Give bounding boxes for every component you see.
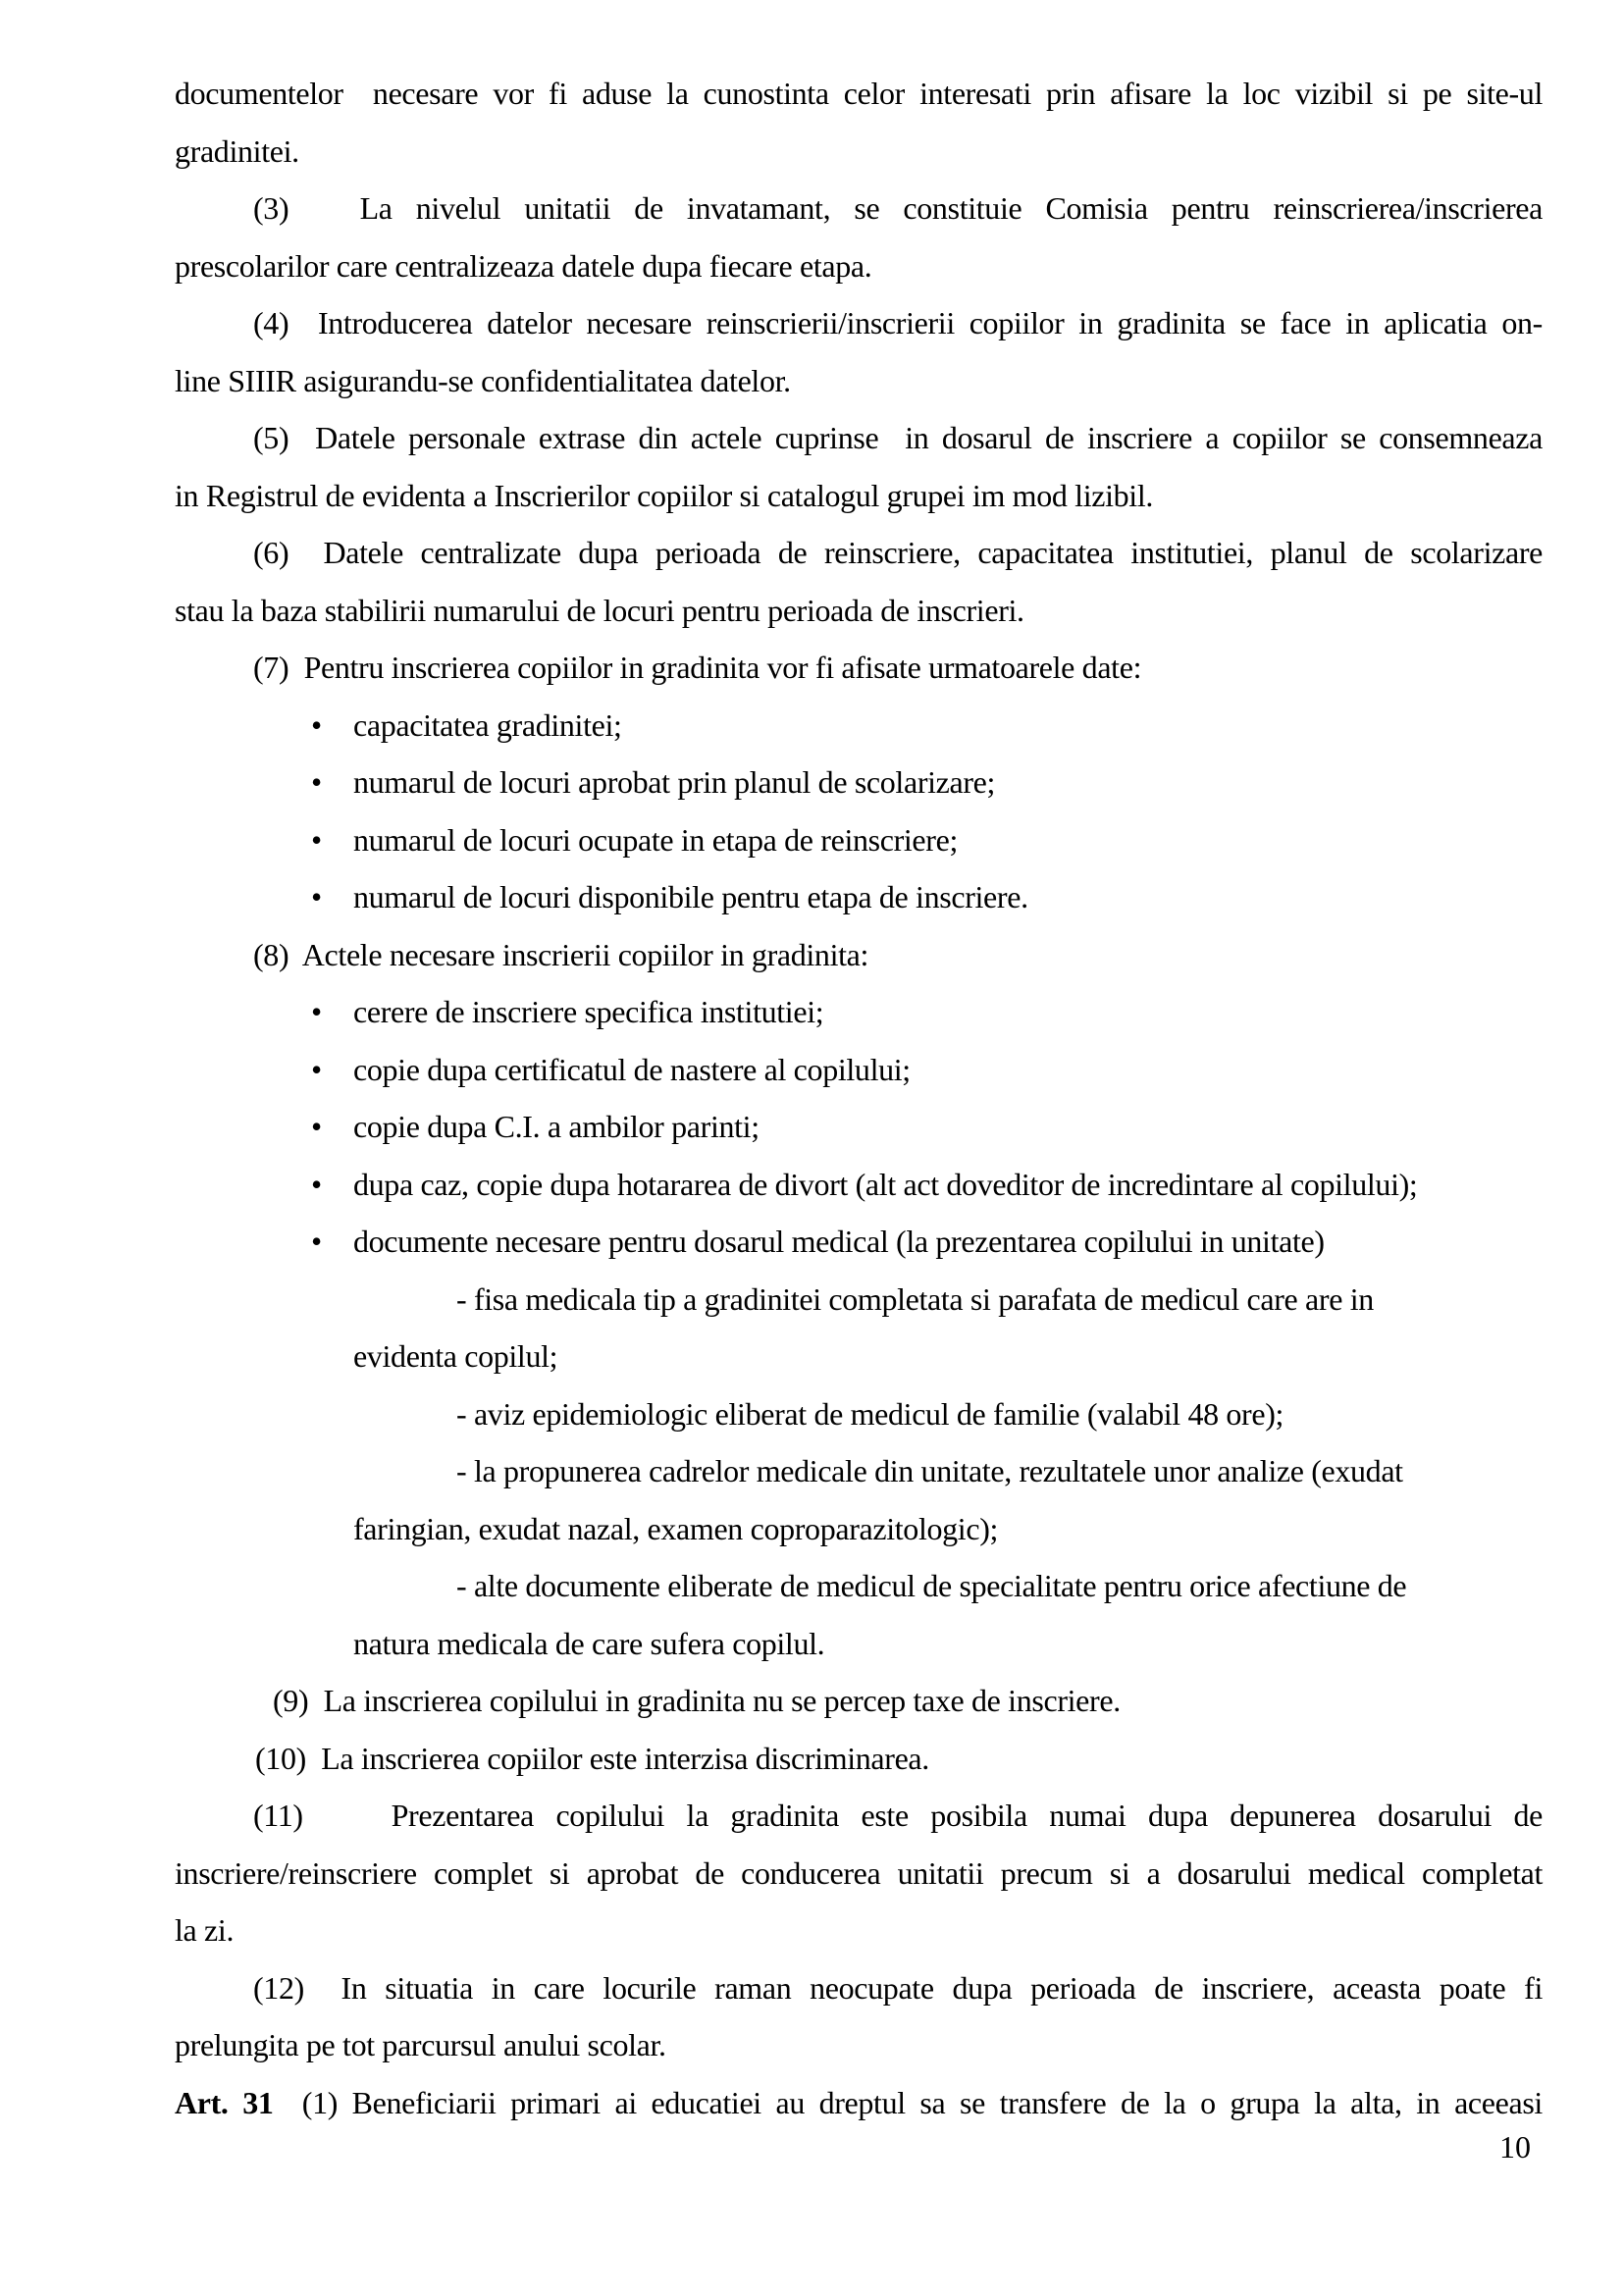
text-line	[175, 811, 1543, 869]
bullet-text: capacitatea gradinitei;	[353, 706, 622, 743]
text-line: prescolarilor care centralizeaza datele dupa fiecare etapa.	[175, 247, 872, 284]
text-line: la zi.	[175, 1912, 235, 1948]
text-line	[175, 697, 1543, 755]
article-number: Art. 31	[175, 2084, 274, 2120]
bullet-icon: •	[311, 879, 322, 914]
text-line: inscriere/reinscriere complet si aprobat de conducerea unitatii precum si a dosarului medical completat	[175, 1854, 1543, 1891]
document-body	[175, 65, 1543, 2131]
text-line	[175, 754, 1543, 811]
text-run: (1) Beneficiarii primari ai educatiei au dreptul sa se transfere de la o grupa la alta, in aceeasi	[273, 2084, 1543, 2120]
text-line	[175, 2074, 1543, 2132]
text-line	[175, 1213, 1543, 1271]
text-line	[175, 1156, 1543, 1214]
text-line: documentelor necesare vor fi aduse la cunostinta celor interesati prin afisare la loc vizibil si pe site-ul	[175, 76, 1543, 111]
text-line: (4) Introducerea datelor necesare reinscrierii/inscrierii copiilor in gradinita se face in aplicatia on-	[253, 305, 1543, 340]
bullet-icon: •	[311, 821, 322, 858]
text-line: - fisa medicala tip a gradinitei completata si parafata de medicul care are in	[456, 1280, 1374, 1317]
bullet-text: copie dupa C.I. a ambilor parinti;	[353, 1109, 760, 1144]
text-line	[175, 983, 1543, 1041]
text-line: (10) La inscrierea copiilor este interzisa discriminarea.	[255, 1740, 929, 1776]
text-line: (6) Datele centralizate dupa perioada de reinscriere, capacitatea institutiei, planul de scolarizare	[253, 535, 1543, 570]
bullet-text: numarul de locuri disponibile pentru etapa de inscriere.	[353, 879, 1028, 914]
bullet-icon: •	[311, 994, 322, 1029]
text-line: (11) Prezentarea copilului la gradinita este posibila numai dupa depunerea dosarului de	[253, 1798, 1543, 1833]
bullet-icon: •	[311, 1166, 322, 1202]
page-number: 10	[1499, 2129, 1531, 2165]
text-line: - aviz epidemiologic eliberat de medicul de familie (valabil 48 ore);	[456, 1395, 1284, 1432]
text-line: (12) In situatia in care locurile raman neocupate dupa perioada de inscriere, aceasta poate fi	[253, 1969, 1543, 2006]
text-line: - la propunerea cadrelor medicale din unitate, rezultatele unor analize (exudat	[456, 1453, 1403, 1488]
bullet-icon: •	[311, 1224, 322, 1259]
bullet-icon: •	[311, 1051, 322, 1087]
text-line: stau la baza stabilirii numarului de locuri pentru perioada de inscrieri.	[175, 592, 1024, 628]
bullet-icon: •	[311, 706, 322, 743]
text-line: faringian, exudat nazal, examen coproparazitologic);	[353, 1510, 999, 1546]
text-line: in Registrul de evidenta a Inscrierilor copiilor si catalogul grupei im mod lizibil.	[175, 477, 1154, 513]
text-line	[175, 1041, 1543, 1099]
text-line: line SIIIR asigurandu-se confidentialitatea datelor.	[175, 362, 791, 398]
bullet-icon: •	[311, 764, 322, 800]
text-line: (8) Actele necesare inscrierii copiilor in gradinita:	[253, 936, 869, 972]
bullet-text: numarul de locuri ocupate in etapa de reinscriere;	[353, 821, 958, 858]
bullet-icon: •	[311, 1109, 322, 1144]
bullet-text: documente necesare pentru dosarul medical (la prezentarea copilului in unitate)	[353, 1224, 1325, 1259]
text-line: (7) Pentru inscrierea copiilor in gradinita vor fi afisate urmatoarele date:	[253, 650, 1142, 685]
text-line: gradinitei.	[175, 132, 299, 169]
text-line: (3) La nivelul unitatii de invatamant, se constituie Comisia pentru reinscrierea/inscrierea	[253, 190, 1543, 226]
bullet-text: numarul de locuri aprobat prin planul de scolarizare;	[353, 764, 996, 800]
text-line: - alte documente eliberate de medicul de specialitate pentru orice afectiune de	[456, 1568, 1407, 1603]
text-line: natura medicala de care sufera copilul.	[353, 1625, 825, 1661]
text-line: evidenta copilul;	[353, 1338, 558, 1374]
bullet-text: dupa caz, copie dupa hotararea de divort (alt act doveditor de incredintare al copilului);	[353, 1166, 1418, 1202]
text-line: prelungita pe tot parcursul anului scolar.	[175, 2027, 666, 2062]
text-line	[175, 868, 1543, 926]
text-line: (9) La inscrierea copilului in gradinita nu se percep taxe de inscriere.	[273, 1683, 1121, 1718]
bullet-text: copie dupa certificatul de nastere al copilului;	[353, 1051, 911, 1087]
text-line: (5) Datele personale extrase din actele cuprinse in dosarul de inscriere a copiilor se consemneaza	[253, 420, 1543, 455]
bullet-text: cerere de inscriere specifica institutiei;	[353, 994, 824, 1029]
text-line	[175, 1098, 1543, 1156]
